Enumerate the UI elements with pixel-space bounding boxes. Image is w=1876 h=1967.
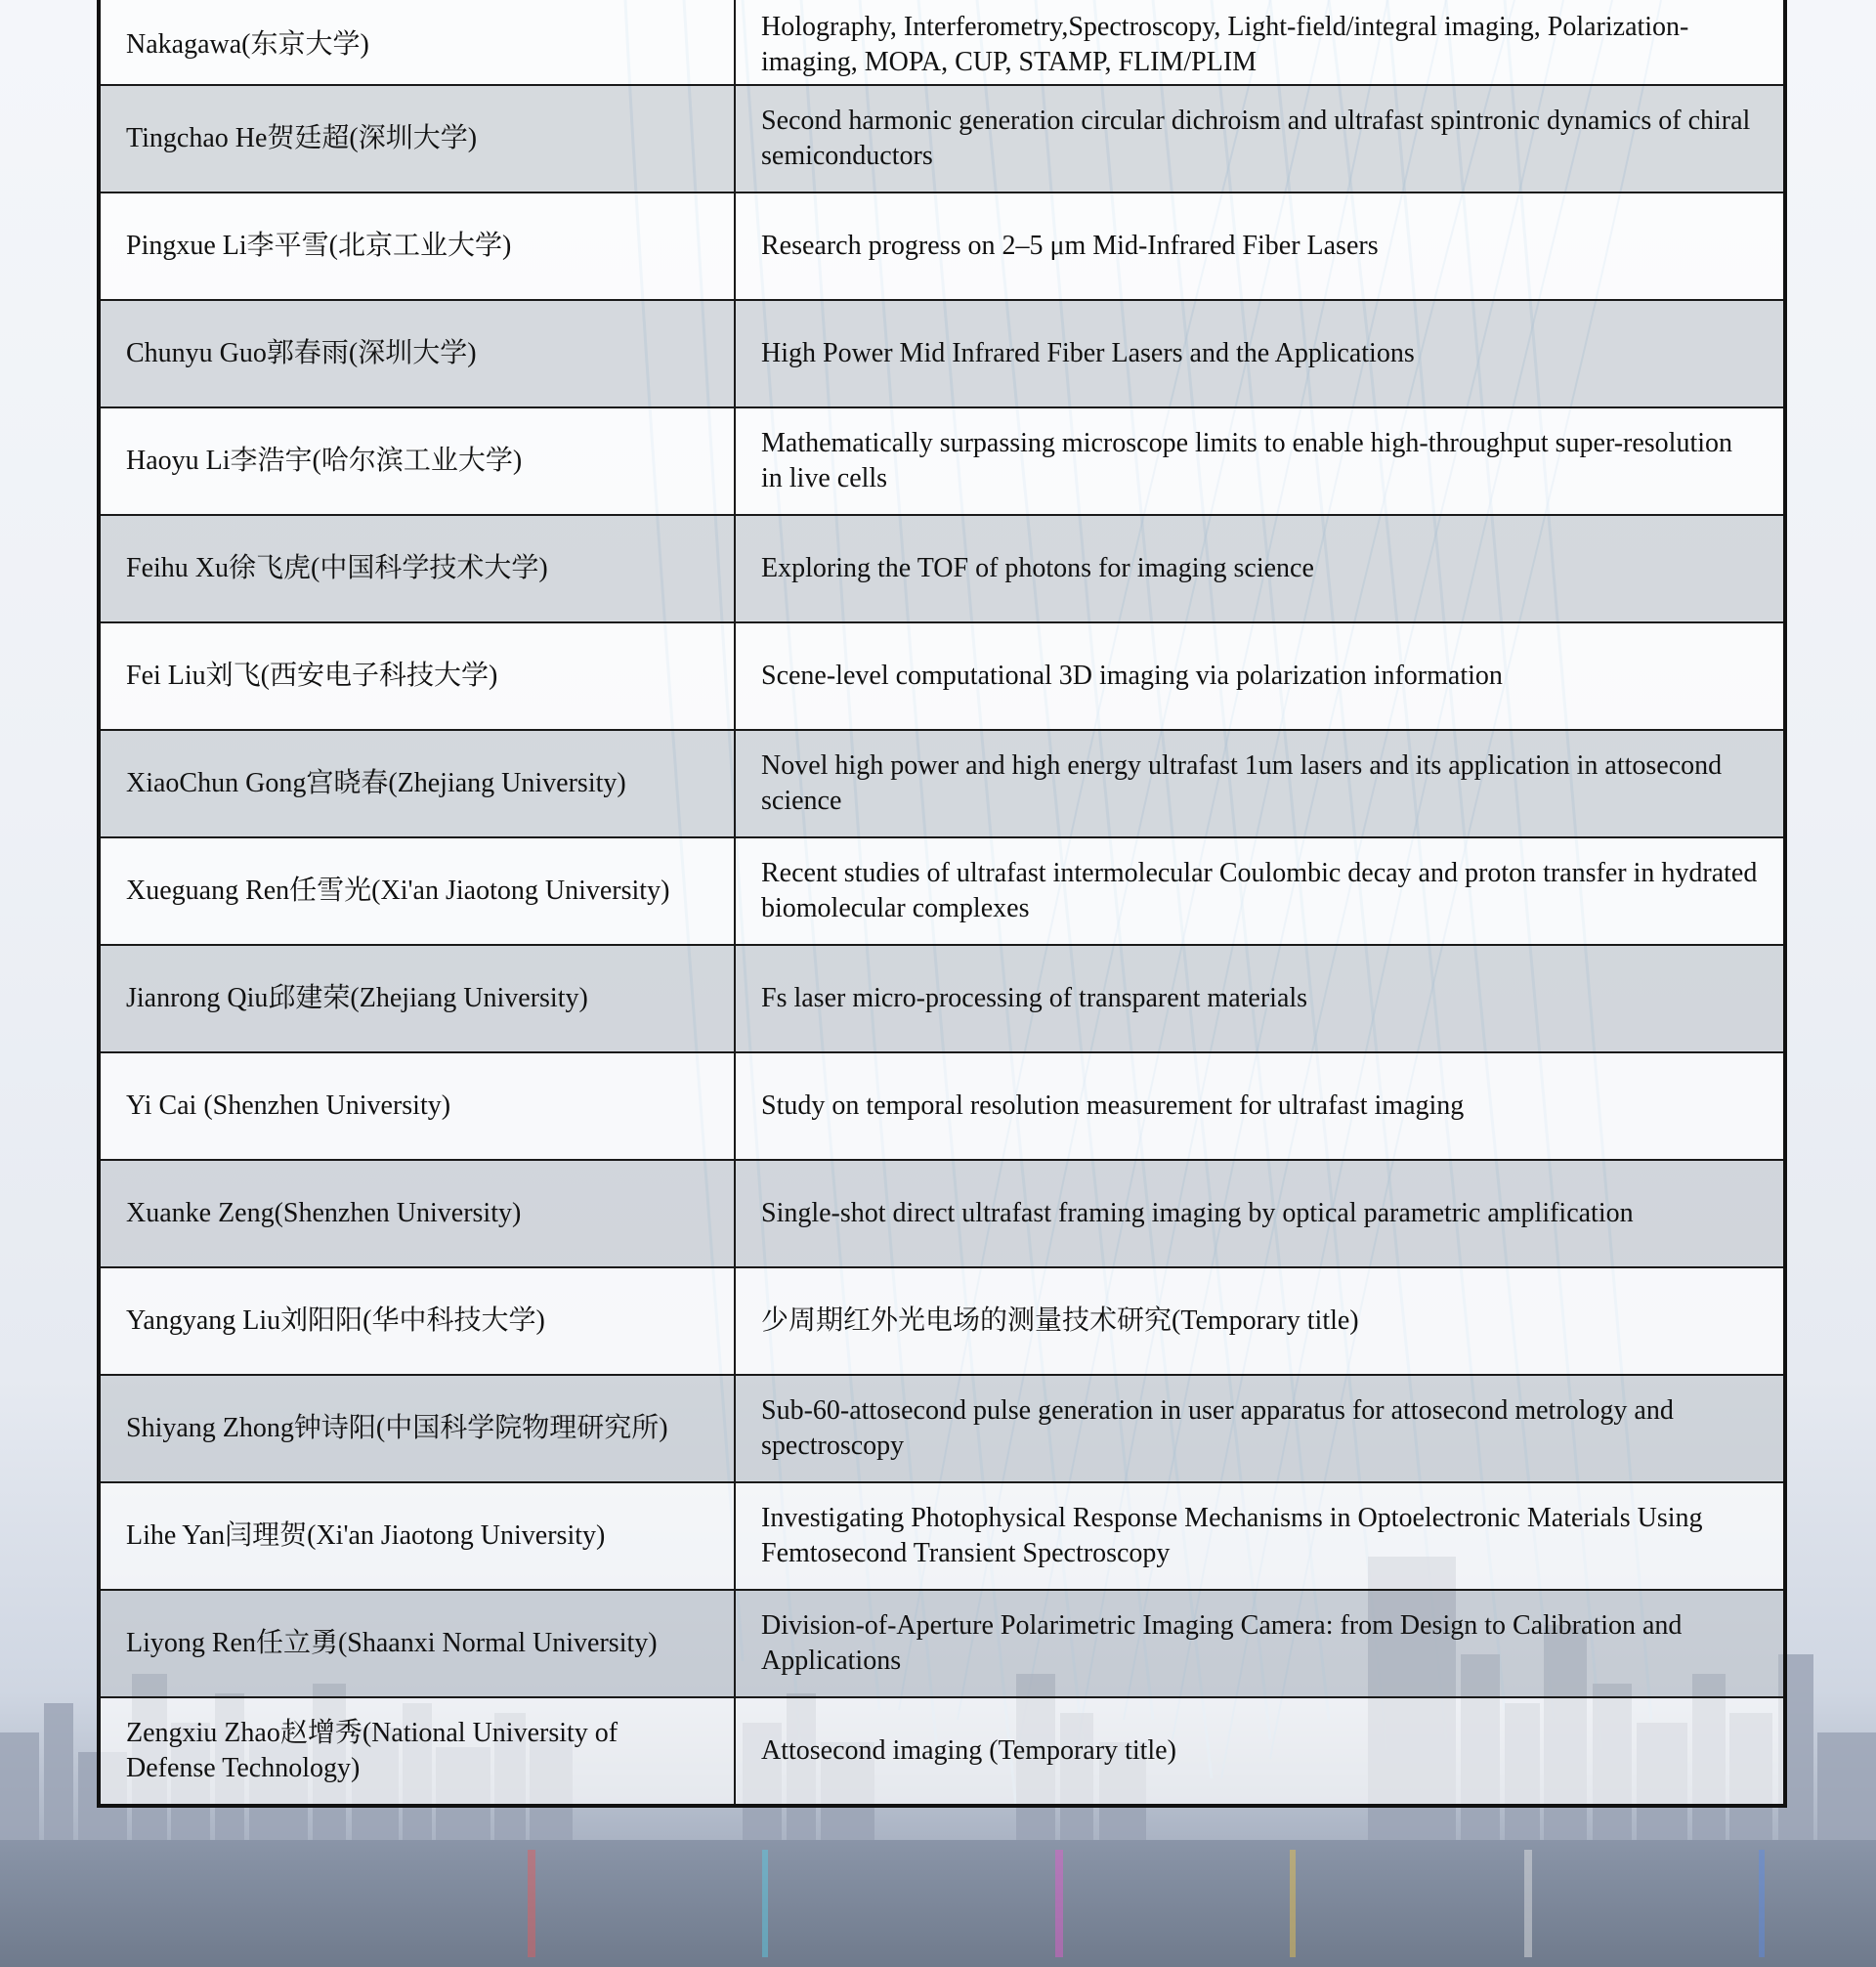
topic-cell: Research progress on 2–5 μm Mid-Infrared Fiber Lasers: [735, 192, 1785, 300]
topic-cell: Mathematically surpassing microscope limits to enable high-throughput super-resolution in live cells: [735, 407, 1785, 515]
table-row: [99, 730, 1785, 837]
table-row: [99, 1590, 1785, 1697]
table-row: [99, 407, 1785, 515]
speaker-cell: Xuanke Zeng(Shenzhen University): [99, 1160, 735, 1267]
table-row: [99, 1160, 1785, 1267]
speaker-cell: Yi Cai (Shenzhen University): [99, 1052, 735, 1160]
speaker-cell: Feihu Xu徐飞虎(中国科学技术大学): [99, 515, 735, 622]
speaker-cell: Fei Liu刘飞(西安电子科技大学): [99, 622, 735, 730]
speaker-cell: Chunyu Guo郭春雨(深圳大学): [99, 300, 735, 407]
speaker-cell: Yangyang Liu刘阳阳(华中科技大学): [99, 1267, 735, 1375]
speaker-cell: Nakagawa(东京大学): [99, 0, 735, 85]
table-row: [99, 85, 1785, 192]
table-row: [99, 0, 1785, 85]
topic-cell: Sub-60-attosecond pulse generation in user apparatus for attosecond metrology and spectroscopy: [735, 1375, 1785, 1482]
topic-cell: 少周期红外光电场的测量技术研究(Temporary title): [735, 1267, 1785, 1375]
topic-cell: Holography, Interferometry,Spectroscopy, Light-field/integral imaging, Polarization-imaging, MOPA, CUP, STAMP, FLIM/PLIM: [735, 0, 1785, 85]
speaker-schedule-table: [97, 0, 1787, 1808]
table-row: [99, 300, 1785, 407]
topic-cell: Single-shot direct ultrafast framing imaging by optical parametric amplification: [735, 1160, 1785, 1267]
topic-cell: Exploring the TOF of photons for imaging science: [735, 515, 1785, 622]
speaker-cell: Shiyang Zhong钟诗阳(中国科学院物理研究所): [99, 1375, 735, 1482]
topic-cell: Second harmonic generation circular dichroism and ultrafast spintronic dynamics of chiral semiconductors: [735, 85, 1785, 192]
speaker-cell: Xueguang Ren任雪光(Xi'an Jiaotong University): [99, 837, 735, 945]
speaker-cell: Haoyu Li李浩宇(哈尔滨工业大学): [99, 407, 735, 515]
speaker-cell: Liyong Ren任立勇(Shaanxi Normal University): [99, 1590, 735, 1697]
speaker-cell: Jianrong Qiu邱建荣(Zhejiang University): [99, 945, 735, 1052]
speaker-cell: Tingchao He贺廷超(深圳大学): [99, 85, 735, 192]
schedule-table-body: [99, 0, 1785, 1806]
topic-cell: Recent studies of ultrafast intermolecular Coulombic decay and proton transfer in hydrated biomolecular complexes: [735, 837, 1785, 945]
topic-cell: Division-of-Aperture Polarimetric Imaging Camera: from Design to Calibration and Applications: [735, 1590, 1785, 1697]
speaker-cell: Pingxue Li李平雪(北京工业大学): [99, 192, 735, 300]
table-row: [99, 945, 1785, 1052]
table-row: [99, 622, 1785, 730]
topic-cell: Attosecond imaging (Temporary title): [735, 1697, 1785, 1806]
table-row: [99, 1052, 1785, 1160]
table-row: [99, 515, 1785, 622]
topic-cell: Investigating Photophysical Response Mechanisms in Optoelectronic Materials Using Femtosecond Transient Spectroscopy: [735, 1482, 1785, 1590]
topic-cell: High Power Mid Infrared Fiber Lasers and the Applications: [735, 300, 1785, 407]
table-row: [99, 1375, 1785, 1482]
speaker-cell: Lihe Yan闫理贺(Xi'an Jiaotong University): [99, 1482, 735, 1590]
table-row: [99, 1482, 1785, 1590]
topic-cell: Fs laser micro-processing of transparent materials: [735, 945, 1785, 1052]
table-row: [99, 1697, 1785, 1806]
table-row: [99, 837, 1785, 945]
topic-cell: Scene-level computational 3D imaging via polarization information: [735, 622, 1785, 730]
table-row: [99, 192, 1785, 300]
topic-cell: Novel high power and high energy ultrafast 1um lasers and its application in attosecond science: [735, 730, 1785, 837]
schedule-table-container: [97, 0, 1787, 1808]
topic-cell: Study on temporal resolution measurement for ultrafast imaging: [735, 1052, 1785, 1160]
table-row: [99, 1267, 1785, 1375]
speaker-cell: XiaoChun Gong宫晓春(Zhejiang University): [99, 730, 735, 837]
speaker-cell: Zengxiu Zhao赵增秀(National University of Defense Technology): [99, 1697, 735, 1806]
